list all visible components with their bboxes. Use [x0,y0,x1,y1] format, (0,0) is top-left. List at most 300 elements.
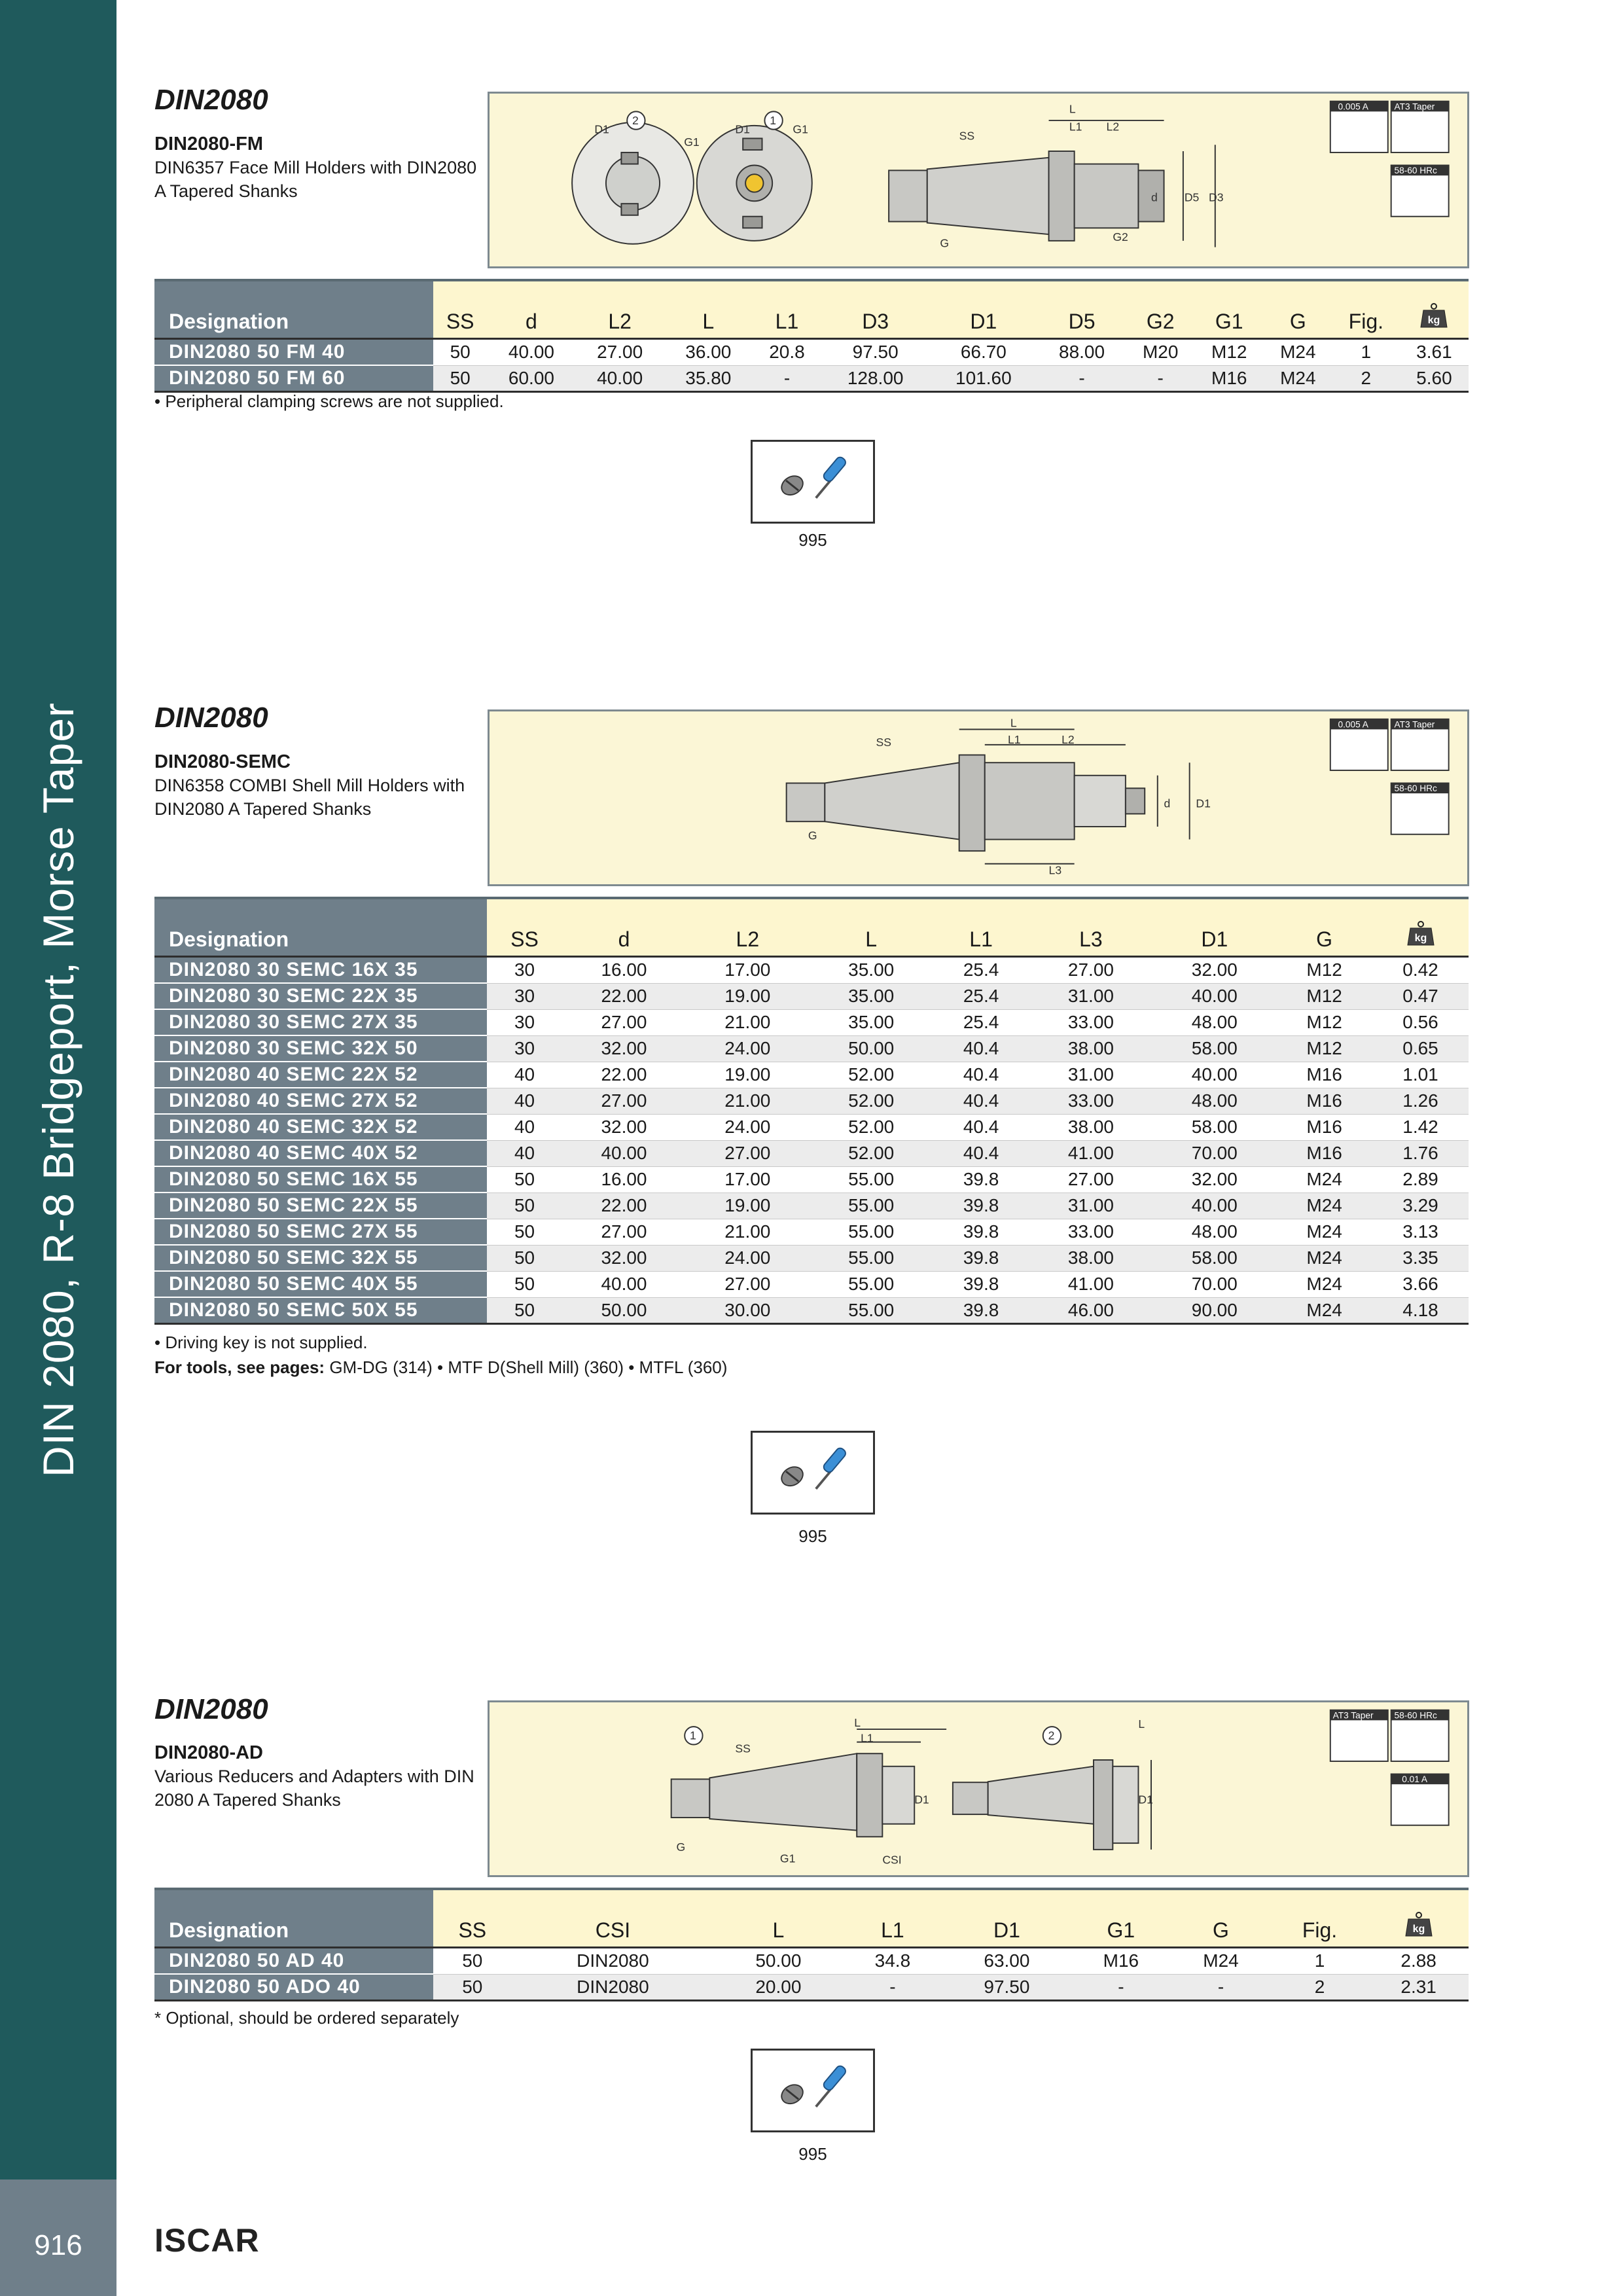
screwdriver-icon [753,442,873,522]
svg-text:D3: D3 [1209,190,1224,204]
table-cell: 31.00 [1029,983,1153,1009]
table-cell: 40.00 [1152,1193,1276,1219]
table-row [154,1271,1469,1297]
col-designation: Designation [154,280,433,339]
table-cell: 32.00 [1152,957,1276,984]
table-row [154,1062,1469,1088]
table-cell: 40.00 [487,339,575,366]
svg-text:G: G [940,236,950,250]
svg-text:CSI: CSI [882,1853,902,1867]
diagram-fm [488,92,1469,268]
table-cell: 0.56 [1372,1009,1469,1035]
table-cell: 58.00 [1152,1245,1276,1271]
table-cell: 58.00 [1152,1114,1276,1140]
sidebar [0,0,116,2179]
table-cell: 41.00 [1029,1140,1153,1166]
table-cell: 27.00 [1029,1166,1153,1193]
table-cell: 50 [487,1219,562,1245]
svg-text:L1: L1 [861,1731,874,1745]
table-cell: 40.4 [933,1062,1029,1088]
table-cell: M24 [1276,1245,1372,1271]
table-cell: 27.00 [686,1140,810,1166]
table-cell: 32.00 [562,1245,686,1271]
table-cell: 50 [433,339,487,366]
table-cell: 35.00 [810,957,933,984]
table-row [154,1245,1469,1271]
table-cell: 32.00 [562,1114,686,1140]
table-cell: - [1071,1974,1171,2001]
ad-adapter-drawing [490,1702,1467,1875]
svg-text:d: d [1164,797,1171,810]
col-l: L [714,1889,842,1948]
col-csi: CSI [512,1889,715,1948]
table-cell: M12 [1276,983,1372,1009]
weight-icon [1404,1911,1433,1937]
table-cell: 52.00 [810,1114,933,1140]
table-cell: 70.00 [1152,1140,1276,1166]
col-d1: D1 [1152,898,1276,957]
svg-text:D5: D5 [1184,190,1200,204]
table-cell: M24 [1276,1271,1372,1297]
table-row [154,1114,1469,1140]
svg-text:0.005 A: 0.005 A [1338,101,1368,112]
col-l1: L1 [933,898,1029,957]
table-cell: 3.13 [1372,1219,1469,1245]
table-cell: 0.47 [1372,983,1469,1009]
table-cell: 41.00 [1029,1271,1153,1297]
table-cell: DIN2080 [512,1974,715,2001]
table-cell: 55.00 [810,1193,933,1219]
table-cell: 39.8 [933,1219,1029,1245]
table-cell: DIN2080 [512,1948,715,1975]
table-cell: 30 [487,1035,562,1062]
table-cell: 40 [487,1062,562,1088]
table-cell: 50 [487,1193,562,1219]
table-cell: 22.00 [562,1193,686,1219]
designation-cell: DIN2080 50 SEMC 22X 55 [154,1193,487,1219]
table-cell: 36.00 [664,339,753,366]
table-cell: 16.00 [562,1166,686,1193]
table-cell: 97.50 [942,1974,1071,2001]
table-cell: 48.00 [1152,1088,1276,1114]
svg-text:kg: kg [1412,1924,1425,1935]
col-l: L [664,280,753,339]
table-cell: 40.00 [562,1140,686,1166]
col-l1: L1 [753,280,821,339]
svg-text:G: G [676,1840,686,1854]
svg-text:2: 2 [632,113,639,127]
table-cell: 33.00 [1029,1088,1153,1114]
col-d5: D5 [1037,280,1126,339]
table-cell: 33.00 [1029,1009,1153,1035]
svg-text:L1: L1 [1007,732,1021,746]
table-cell: 27.00 [562,1088,686,1114]
designation-cell: DIN2080 50 SEMC 27X 55 [154,1219,487,1245]
table-row [154,365,1469,392]
col-l2: L2 [686,898,810,957]
table-body-semc [154,957,1469,1324]
svg-text:d: d [1151,190,1158,204]
table-cell: 30.00 [686,1297,810,1324]
table-cell: 46.00 [1029,1297,1153,1324]
table-cell: 48.00 [1152,1009,1276,1035]
table-cell: 30 [487,983,562,1009]
col-l1: L1 [843,1889,943,1948]
table-cell: 97.50 [821,339,929,366]
screwdriver-icon [753,1433,873,1513]
table-cell: 52.00 [810,1088,933,1114]
designation-cell: DIN2080 40 SEMC 27X 52 [154,1088,487,1114]
svg-text:L: L [1138,1717,1145,1731]
col-g2: G2 [1126,280,1195,339]
table-cell: 50 [487,1245,562,1271]
svg-text:L: L [1010,716,1017,730]
table-cell: 1 [1271,1948,1368,1975]
table-cell: 39.8 [933,1271,1029,1297]
tools-pages: GM-DG (314) • MTF D(Shell Mill) (360) • MTFL (360) [329,1357,728,1377]
designation-cell: DIN2080 50 FM 40 [154,339,433,366]
svg-text:G: G [808,829,817,842]
table-cell: 22.00 [562,983,686,1009]
table-cell: 3.66 [1372,1271,1469,1297]
svg-text:kg: kg [1428,315,1440,326]
svg-text:G2: G2 [1113,230,1128,243]
col-designation: Designation [154,1889,433,1948]
table-cell: 21.00 [686,1088,810,1114]
table-cell: M24 [1264,339,1332,366]
weight-icon [1419,302,1448,329]
table-cell: 27.00 [1029,957,1153,984]
table-cell: 40.00 [576,365,664,392]
svg-text:AT3 Taper: AT3 Taper [1394,719,1435,730]
svg-text:SS: SS [735,1742,751,1755]
table-cell: 2.88 [1368,1948,1469,1975]
table-cell: 31.00 [1029,1193,1153,1219]
svg-text:L1: L1 [1069,120,1082,134]
tool-code-ad: 995 [798,2144,827,2164]
col-l2: L2 [576,280,664,339]
col-fig: Fig. [1271,1889,1368,1948]
table-cell: 55.00 [810,1271,933,1297]
table-row [154,983,1469,1009]
col-g: G [1276,898,1372,957]
table-cell: 40.4 [933,1140,1029,1166]
designation-cell: DIN2080 50 ADO 40 [154,1974,433,2001]
table-cell: 40.00 [1152,983,1276,1009]
table-row [154,1140,1469,1166]
designation-cell: DIN2080 50 SEMC 40X 55 [154,1271,487,1297]
table-cell: M24 [1276,1166,1372,1193]
table-cell: 88.00 [1037,339,1126,366]
table-cell: - [753,365,821,392]
col-g: G [1171,1889,1271,1948]
table-cell: 30 [487,1009,562,1035]
table-cell: 63.00 [942,1948,1071,1975]
table-cell: 27.00 [562,1009,686,1035]
table-cell: 40 [487,1140,562,1166]
col-g1: G1 [1071,1889,1171,1948]
table-cell: 19.00 [686,1062,810,1088]
note-ad: * Optional, should be ordered separately [154,2008,459,2028]
table-cell: 39.8 [933,1193,1029,1219]
table-cell: 5.60 [1400,365,1469,392]
table-cell: 40 [487,1088,562,1114]
table-cell: 1.42 [1372,1114,1469,1140]
svg-text:D1: D1 [1196,797,1211,810]
table-cell: 1.76 [1372,1140,1469,1166]
col-weight [1372,898,1469,957]
svg-text:SS: SS [959,129,975,143]
col-d1: D1 [929,280,1037,339]
col-designation: Designation [154,898,487,957]
section-title-fm: DIN2080 [154,84,268,116]
designation-cell: DIN2080 30 SEMC 32X 50 [154,1035,487,1062]
table-cell: 52.00 [810,1140,933,1166]
table-cell: 50 [487,1271,562,1297]
table-cell: 22.00 [562,1062,686,1088]
table-row [154,1297,1469,1324]
svg-text:G1: G1 [779,1852,796,1865]
table-cell: 55.00 [810,1245,933,1271]
table-cell: 19.00 [686,1193,810,1219]
col-l3: L3 [1029,898,1153,957]
svg-text:1: 1 [770,113,777,127]
table-cell: 70.00 [1152,1271,1276,1297]
table-row [154,1219,1469,1245]
table-cell: 24.00 [686,1035,810,1062]
designation-cell: DIN2080 50 SEMC 32X 55 [154,1245,487,1271]
table-cell: M24 [1276,1193,1372,1219]
table-cell: 38.00 [1029,1245,1153,1271]
designation-cell: DIN2080 30 SEMC 22X 35 [154,983,487,1009]
svg-text:1: 1 [690,1729,696,1742]
page-number: 916 [34,2229,82,2261]
table-header-row [154,1889,1469,1948]
table-cell: 2.31 [1368,1974,1469,2001]
table-cell: 1.26 [1372,1088,1469,1114]
table-row [154,1193,1469,1219]
table-cell: 35.80 [664,365,753,392]
table-cell: 16.00 [562,957,686,984]
table-cell: M12 [1195,339,1264,366]
table-row [154,1948,1469,1975]
table-cell: - [1037,365,1126,392]
table-cell: 40.00 [562,1271,686,1297]
tool-code-fm: 995 [798,530,827,550]
table-row [154,1035,1469,1062]
table-cell: 17.00 [686,957,810,984]
svg-text:L3: L3 [1048,863,1062,877]
table-cell: 4.18 [1372,1297,1469,1324]
col-fig: Fig. [1332,280,1400,339]
section-code-ad: DIN2080-AD [154,1742,263,1763]
tool-image-semc [751,1431,875,1515]
table-cell: 50 [487,1166,562,1193]
table-cell: 0.42 [1372,957,1469,984]
table-cell: 35.00 [810,1009,933,1035]
sidebar-title: DIN 2080, R-8 Bridgeport, Morse Taper [34,702,82,1477]
table-cell: 39.8 [933,1166,1029,1193]
table-cell: 32.00 [1152,1166,1276,1193]
designation-cell: DIN2080 30 SEMC 16X 35 [154,957,487,984]
diagram-semc [488,709,1469,886]
col-d1: D1 [942,1889,1071,1948]
svg-text:kg: kg [1414,933,1427,944]
svg-text:D1: D1 [914,1793,929,1806]
table-cell: M16 [1276,1088,1372,1114]
table-fm [154,279,1469,393]
section-title-ad: DIN2080 [154,1693,268,1725]
table-row [154,1088,1469,1114]
col-g1: G1 [1195,280,1264,339]
table-cell: 21.00 [686,1219,810,1245]
table-cell: - [843,1974,943,2001]
col-ss: SS [487,898,562,957]
col-d: d [562,898,686,957]
table-cell: 50.00 [562,1297,686,1324]
col-l: L [810,898,933,957]
table-cell: M16 [1195,365,1264,392]
designation-cell: DIN2080 50 FM 60 [154,365,433,392]
table-cell: 20.00 [714,1974,842,2001]
col-d: d [487,280,575,339]
table-cell: 50 [487,1297,562,1324]
table-cell: - [1126,365,1195,392]
table-cell: 90.00 [1152,1297,1276,1324]
designation-cell: DIN2080 30 SEMC 27X 35 [154,1009,487,1035]
table-cell: 50 [433,1948,512,1975]
section-code-fm: DIN2080-FM [154,134,263,154]
table-cell: 35.00 [810,983,933,1009]
table-cell: 2 [1332,365,1400,392]
table-cell: 40.4 [933,1035,1029,1062]
col-ss: SS [433,280,487,339]
table-cell: 39.8 [933,1245,1029,1271]
table-cell: 58.00 [1152,1035,1276,1062]
designation-cell: DIN2080 40 SEMC 22X 52 [154,1062,487,1088]
tool-code-semc: 995 [798,1526,827,1546]
table-cell: M12 [1276,957,1372,984]
table-cell: 0.65 [1372,1035,1469,1062]
table-cell: 25.4 [933,983,1029,1009]
svg-text:G1: G1 [684,135,700,149]
svg-text:L2: L2 [1106,120,1120,134]
svg-text:58-60 HRc: 58-60 HRc [1394,783,1437,794]
section-code-semc: DIN2080-SEMC [154,751,291,772]
note-semc: • Driving key is not supplied. [154,1333,368,1352]
table-cell: 1 [1332,339,1400,366]
table-cell: 55.00 [810,1297,933,1324]
table-row [154,339,1469,366]
table-cell: 48.00 [1152,1219,1276,1245]
table-cell: 1.01 [1372,1062,1469,1088]
table-cell: 17.00 [686,1166,810,1193]
svg-text:D1: D1 [735,122,750,136]
brand-logo: ISCAR [154,2222,260,2259]
col-weight [1400,280,1469,339]
designation-cell: DIN2080 40 SEMC 40X 52 [154,1140,487,1166]
table-cell: M24 [1171,1948,1271,1975]
table-cell: 27.00 [686,1271,810,1297]
svg-text:2: 2 [1048,1729,1055,1742]
table-cell: M24 [1276,1219,1372,1245]
tool-image-ad [751,2049,875,2132]
table-cell: 20.8 [753,339,821,366]
table-cell: M12 [1276,1009,1372,1035]
col-g: G [1264,280,1332,339]
table-cell: M16 [1071,1948,1171,1975]
diagram-ad [488,1700,1469,1877]
screwdriver-icon [753,2051,873,2130]
section-description-semc: DIN6358 COMBI Shell Mill Holders with DIN2080 A Tapered Shanks [154,776,465,819]
table-cell: M16 [1276,1140,1372,1166]
table-cell: 52.00 [810,1062,933,1088]
svg-text:D1: D1 [594,122,609,136]
table-cell: 33.00 [1029,1219,1153,1245]
table-cell: 24.00 [686,1245,810,1271]
table-cell: 2 [1271,1974,1368,2001]
table-cell: 34.8 [843,1948,943,1975]
table-cell: 3.35 [1372,1245,1469,1271]
table-cell: 101.60 [929,365,1037,392]
table-cell: 25.4 [933,957,1029,984]
table-cell: 38.00 [1029,1114,1153,1140]
table-row [154,1166,1469,1193]
table-cell: 31.00 [1029,1062,1153,1088]
svg-text:SS: SS [876,735,892,749]
designation-cell: DIN2080 40 SEMC 32X 52 [154,1114,487,1140]
table-cell: 50.00 [810,1035,933,1062]
tools-reference [154,1357,727,1378]
table-cell: 40.00 [1152,1062,1276,1088]
svg-text:58-60 HRc: 58-60 HRc [1394,166,1437,176]
table-cell: 50 [433,1974,512,2001]
table-cell: M24 [1276,1297,1372,1324]
svg-text:AT3 Taper: AT3 Taper [1332,1710,1374,1721]
col-ss: SS [433,1889,512,1948]
table-cell: 60.00 [487,365,575,392]
fm-holder-drawing [490,94,1467,266]
table-cell: 55.00 [810,1166,933,1193]
table-row [154,957,1469,984]
table-cell: 128.00 [821,365,929,392]
table-cell: 25.4 [933,1009,1029,1035]
table-header-row [154,280,1469,339]
table-cell: 66.70 [929,339,1037,366]
table-cell: - [1171,1974,1271,2001]
table-cell: M12 [1276,1035,1372,1062]
table-cell: 2.89 [1372,1166,1469,1193]
table-cell: 27.00 [576,339,664,366]
svg-text:0.005 A: 0.005 A [1338,719,1368,730]
section-description-ad: Various Reducers and Adapters with DIN 2080 A Tapered Shanks [154,1767,474,1810]
table-cell: 40.4 [933,1088,1029,1114]
table-cell: 3.61 [1400,339,1469,366]
semc-holder-drawing [490,711,1467,884]
designation-cell: DIN2080 50 SEMC 16X 55 [154,1166,487,1193]
col-weight [1368,1889,1469,1948]
table-cell: M24 [1264,365,1332,392]
section-description-fm: DIN6357 Face Mill Holders with DIN2080 A Tapered Shanks [154,158,477,201]
svg-text:L2: L2 [1061,732,1075,746]
table-header-row [154,898,1469,957]
note-fm: • Peripheral clamping screws are not supplied. [154,391,504,411]
table-cell: 3.29 [1372,1193,1469,1219]
tools-label: For tools, see pages: [154,1357,325,1377]
table-row [154,1009,1469,1035]
svg-text:0.01 A: 0.01 A [1402,1774,1428,1785]
table-cell: 21.00 [686,1009,810,1035]
